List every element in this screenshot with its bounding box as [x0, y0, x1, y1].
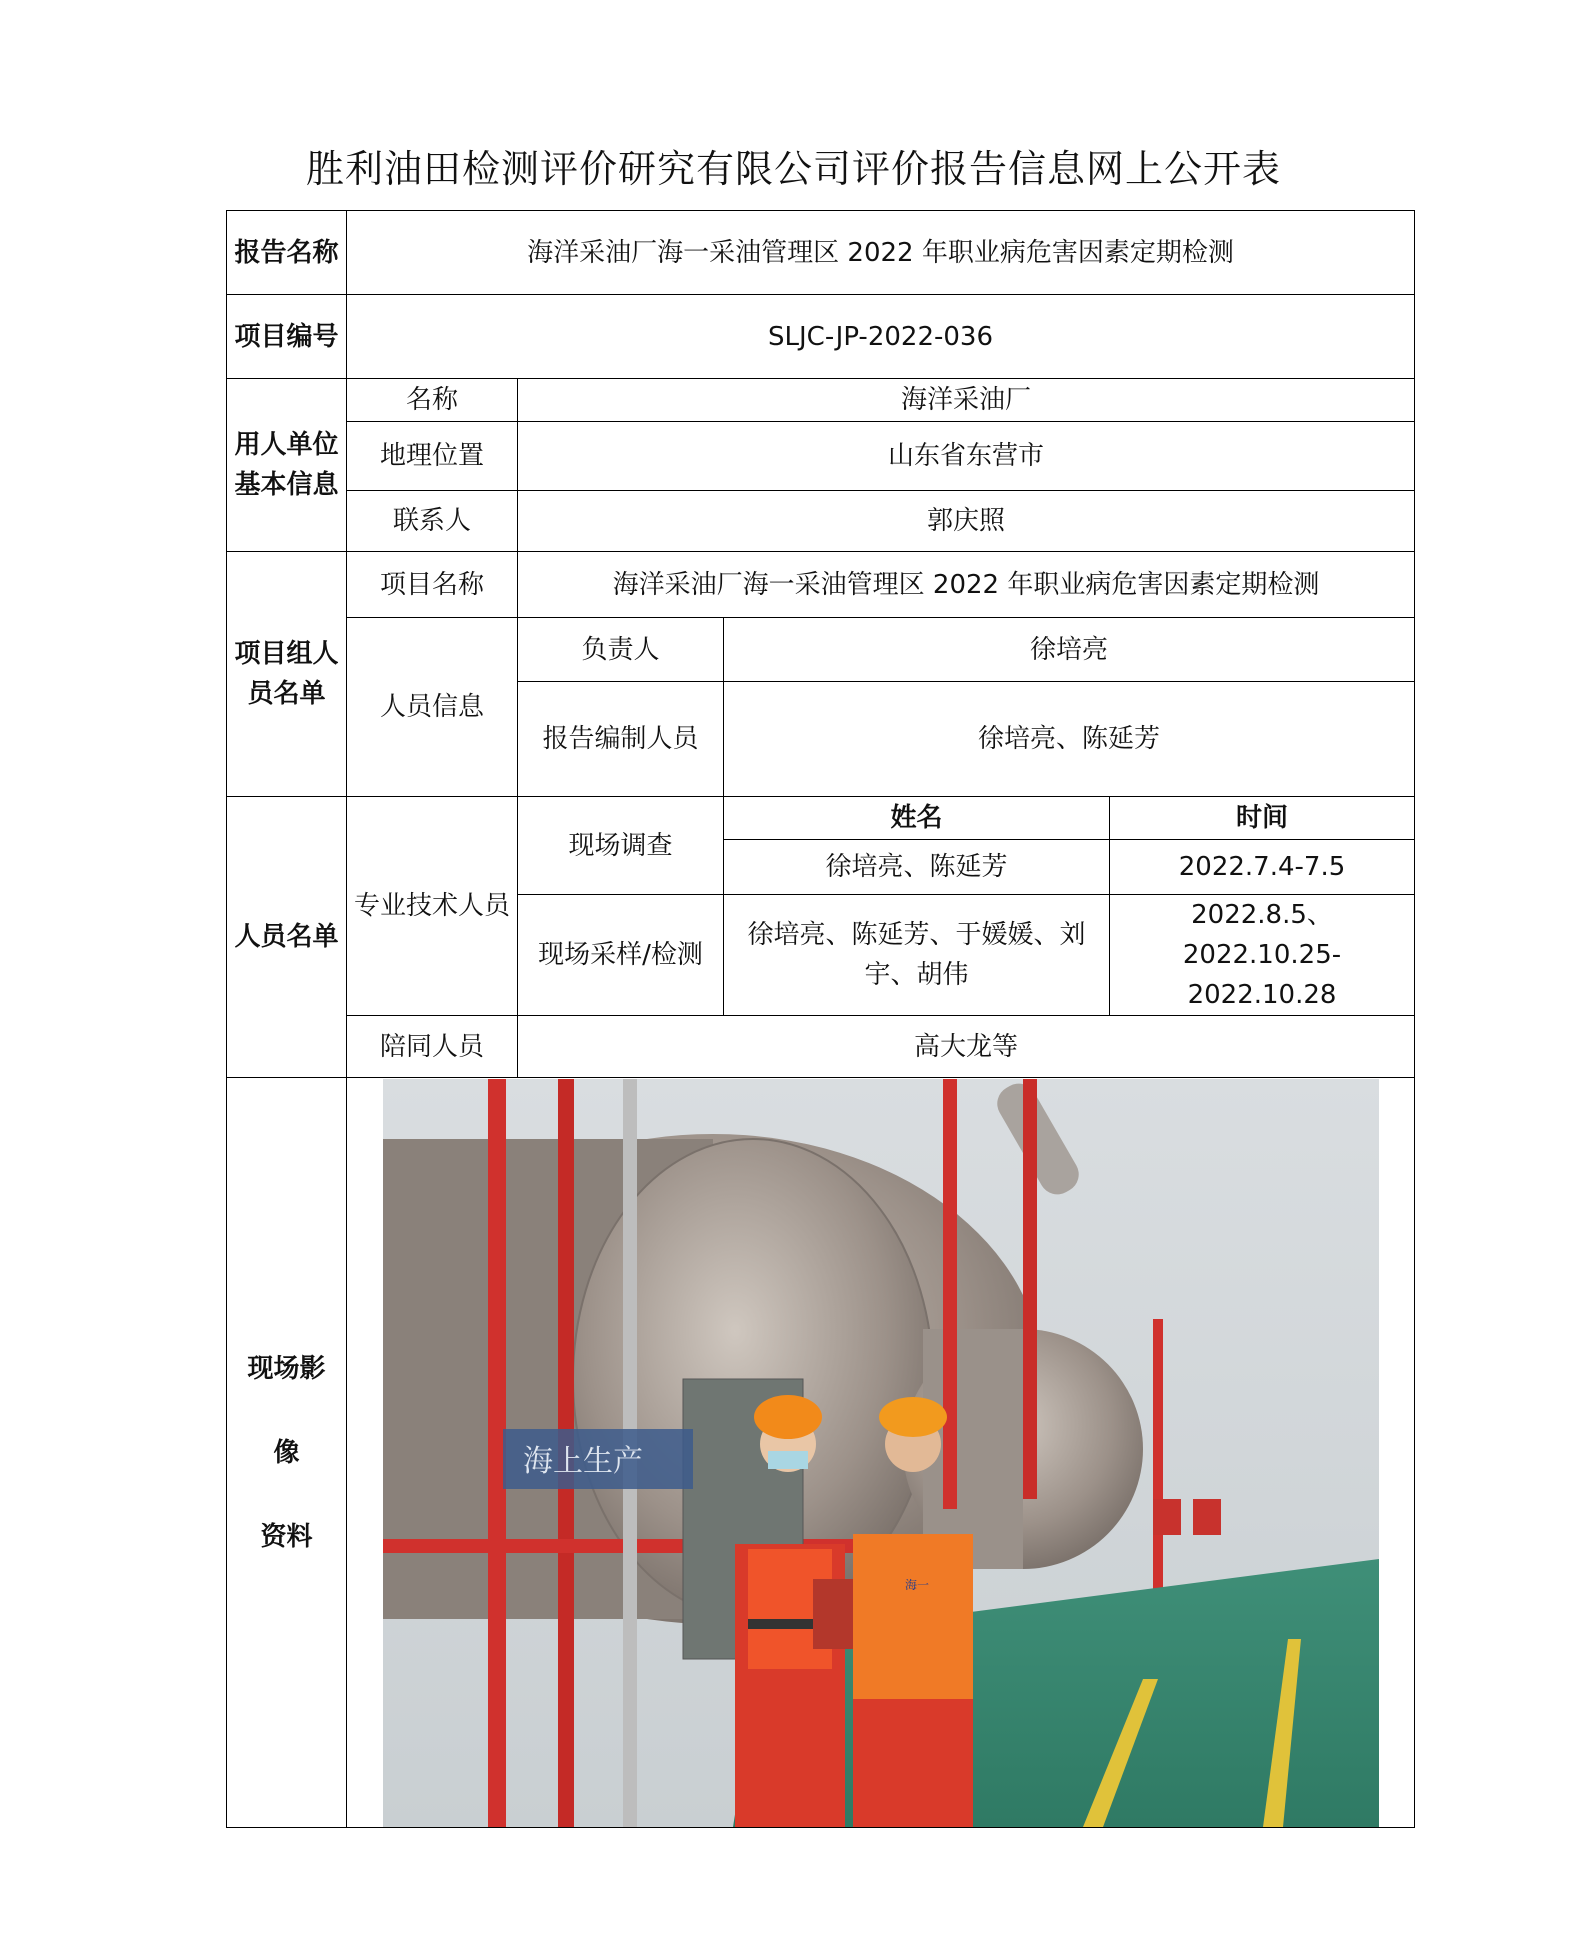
- col-time-header: 时间: [1110, 797, 1415, 840]
- project-name-value: 海洋采油厂海一采油管理区 2022 年职业病危害因素定期检测: [518, 552, 1415, 618]
- escort-value: 高大龙等: [518, 1016, 1415, 1078]
- leader-row: [227, 618, 1415, 682]
- report-info-table: [226, 210, 1415, 1828]
- site-image-label-line-2: 像: [273, 1437, 300, 1468]
- escort-row: [227, 1016, 1415, 1078]
- authors-label: 报告编制人员: [518, 682, 724, 797]
- activity-sampling: 现场采样/检测: [518, 895, 724, 1016]
- people-info-label: 人员信息: [347, 618, 518, 797]
- photo-sign-text: 海上生产: [522, 1443, 643, 1479]
- sampling-names: 徐培亮、陈延芳、于媛媛、刘宇、胡伟: [724, 895, 1110, 1016]
- staff-header-row: [227, 797, 1415, 840]
- photo-badge-text: 海一: [904, 1577, 929, 1592]
- employer-name-row: [227, 379, 1415, 422]
- photo-pipe-red-4: [1023, 1079, 1037, 1499]
- survey-time: 2022.7.4-7.5: [1110, 840, 1415, 895]
- photo-fire-box-1: [1153, 1499, 1181, 1535]
- report-name-row: [227, 211, 1415, 295]
- employer-contact-value: 郭庆照: [518, 491, 1415, 552]
- employer-name-label: 名称: [347, 379, 518, 422]
- activity-survey: 现场调查: [518, 797, 724, 895]
- sampling-time: 2022.8.5、2022.10.25-2022.10.28: [1110, 895, 1415, 1016]
- site-image-label-line-1: 现场影: [247, 1353, 326, 1384]
- employer-contact-row: [227, 491, 1415, 552]
- employer-location-row: [227, 422, 1415, 491]
- project-name-row: [227, 552, 1415, 618]
- project-code-row: [227, 295, 1415, 379]
- page-title: 胜利油田检测评价研究有限公司评价报告信息网上公开表: [305, 147, 1281, 191]
- staff-section-label: 人员名单: [227, 797, 347, 1078]
- report-name-label: 报告名称: [227, 211, 347, 295]
- site-image-label-line-3: 资料: [260, 1521, 313, 1552]
- photo-pipe-red-3: [943, 1079, 957, 1509]
- site-image-row: [227, 1078, 1415, 1828]
- survey-names: 徐培亮、陈延芳: [724, 840, 1110, 895]
- report-name-value: 海洋采油厂海一采油管理区 2022 年职业病危害因素定期检测: [347, 211, 1415, 295]
- col-name-header: 姓名: [724, 797, 1110, 840]
- employer-name-value: 海洋采油厂: [518, 379, 1415, 422]
- authors-value: 徐培亮、陈延芳: [724, 682, 1415, 797]
- leader-value: 徐培亮: [724, 618, 1415, 682]
- leader-label: 负责人: [518, 618, 724, 682]
- project-code-label: 项目编号: [227, 295, 347, 379]
- employer-contact-label: 联系人: [347, 491, 518, 552]
- escort-label: 陪同人员: [347, 1016, 518, 1078]
- site-photo: [383, 1079, 1379, 1827]
- site-photo-illustration: [383, 1079, 1379, 1827]
- tech-staff-label: 专业技术人员: [347, 797, 518, 1016]
- project-name-label: 项目名称: [347, 552, 518, 618]
- project-code-value: SLJC-JP-2022-036: [347, 295, 1415, 379]
- project-team-section-label: 项目组人员名单: [227, 552, 347, 797]
- site-image-label: [227, 1078, 347, 1828]
- employer-location-label: 地理位置: [347, 422, 518, 491]
- site-photo-cell: [347, 1078, 1415, 1828]
- employer-location-value: 山东省东营市: [518, 422, 1415, 491]
- photo-fire-box-2: [1193, 1499, 1221, 1535]
- employer-section-label: 用人单位基本信息: [227, 379, 347, 552]
